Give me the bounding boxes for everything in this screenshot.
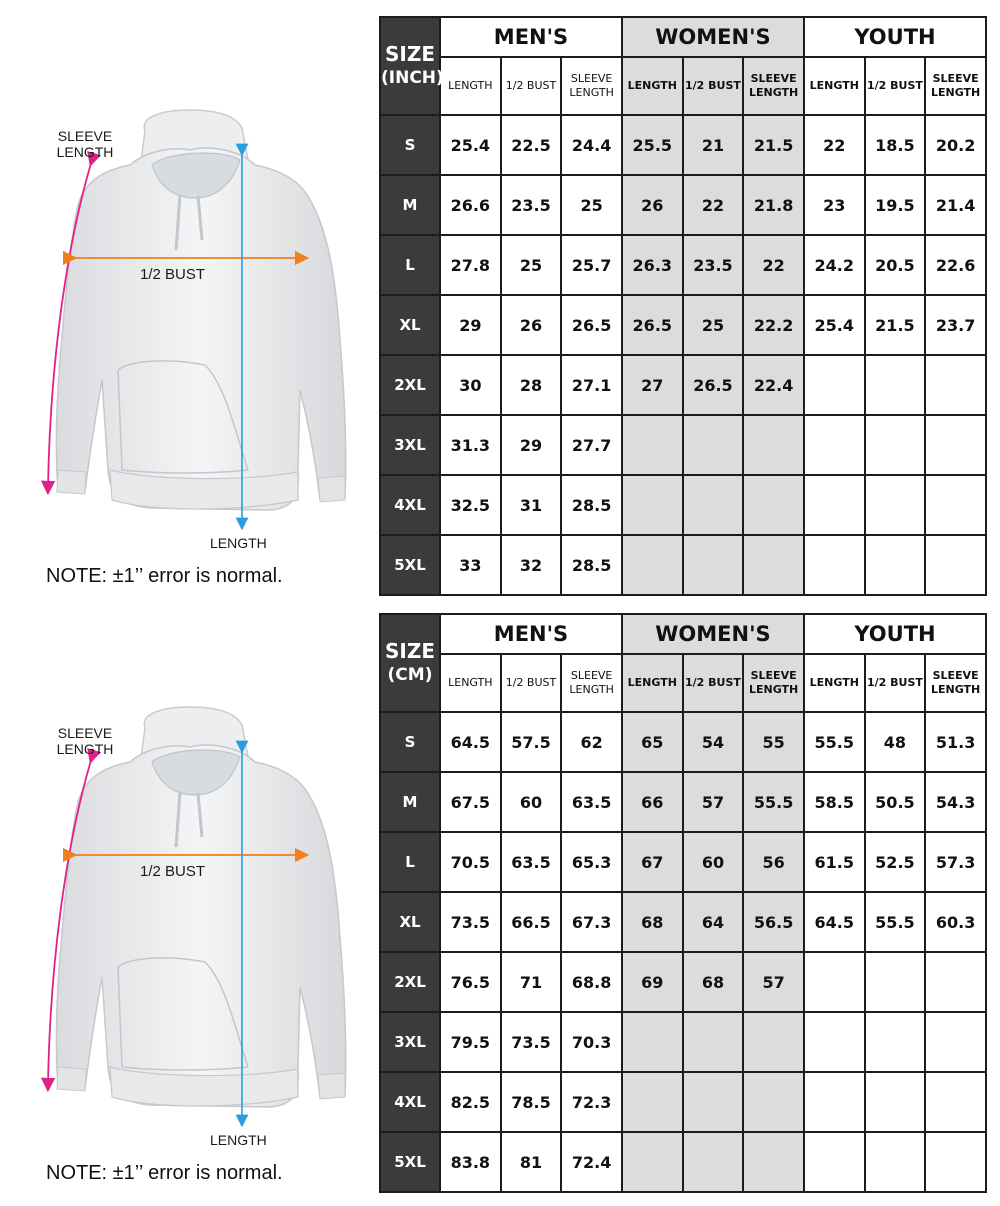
value-cell — [865, 952, 926, 1012]
value-cell: 24.2 — [804, 235, 865, 295]
value-cell: 33 — [440, 535, 501, 595]
value-cell — [865, 355, 926, 415]
value-cell: 51.3 — [925, 712, 986, 772]
group-header: YOUTH — [804, 17, 986, 57]
value-cell: 56.5 — [743, 892, 804, 952]
group-header: WOMEN'S — [622, 17, 804, 57]
value-cell: 22.5 — [501, 115, 562, 175]
value-cell — [925, 1012, 986, 1072]
value-cell: 65 — [622, 712, 683, 772]
sleeve-length-label: SLEEVE LENGTH — [56, 128, 114, 160]
value-cell — [743, 1072, 804, 1132]
value-cell: 83.8 — [440, 1132, 501, 1192]
value-cell — [865, 475, 926, 535]
value-cell — [683, 1072, 744, 1132]
value-cell — [683, 1132, 744, 1192]
column-header: 1/2 BUST — [683, 57, 744, 115]
table-row — [380, 832, 986, 892]
value-cell — [743, 415, 804, 475]
value-cell: 55.5 — [804, 712, 865, 772]
value-cell: 28 — [501, 355, 562, 415]
value-cell: 48 — [865, 712, 926, 772]
value-cell: 72.4 — [561, 1132, 622, 1192]
value-cell — [683, 475, 744, 535]
size-cell: 4XL — [380, 1072, 440, 1132]
value-cell: 25.7 — [561, 235, 622, 295]
value-cell — [804, 952, 865, 1012]
value-cell — [804, 475, 865, 535]
size-cell: L — [380, 832, 440, 892]
value-cell — [683, 415, 744, 475]
value-cell: 64.5 — [804, 892, 865, 952]
size-cell: 5XL — [380, 1132, 440, 1192]
value-cell: 25.5 — [622, 115, 683, 175]
value-cell: 20.2 — [925, 115, 986, 175]
value-cell — [925, 1072, 986, 1132]
value-cell: 26.6 — [440, 175, 501, 235]
value-cell — [804, 415, 865, 475]
value-cell: 57.5 — [501, 712, 562, 772]
sleeve-length-label: SLEEVE LENGTH — [56, 725, 114, 757]
table-row — [380, 415, 986, 475]
column-header: 1/2 BUST — [683, 654, 744, 712]
column-header: SLEEVE LENGTH — [743, 654, 804, 712]
value-cell: 23 — [804, 175, 865, 235]
value-cell — [622, 475, 683, 535]
value-cell: 50.5 — [865, 772, 926, 832]
value-cell: 64.5 — [440, 712, 501, 772]
value-cell: 24.4 — [561, 115, 622, 175]
value-cell: 63.5 — [561, 772, 622, 832]
group-header: YOUTH — [804, 614, 986, 654]
value-cell: 27.1 — [561, 355, 622, 415]
value-cell — [865, 1132, 926, 1192]
value-cell: 54 — [683, 712, 744, 772]
value-cell: 27.7 — [561, 415, 622, 475]
value-cell: 22 — [683, 175, 744, 235]
column-header: LENGTH — [440, 57, 501, 115]
value-cell — [865, 1072, 926, 1132]
value-cell: 60 — [683, 832, 744, 892]
column-header: LENGTH — [622, 57, 683, 115]
value-cell: 61.5 — [804, 832, 865, 892]
value-cell: 27 — [622, 355, 683, 415]
value-cell: 30 — [440, 355, 501, 415]
table-row — [380, 952, 986, 1012]
value-cell: 29 — [501, 415, 562, 475]
value-cell — [804, 535, 865, 595]
value-cell: 73.5 — [440, 892, 501, 952]
value-cell — [865, 1012, 926, 1072]
value-cell: 26 — [622, 175, 683, 235]
value-cell: 67 — [622, 832, 683, 892]
value-cell: 31 — [501, 475, 562, 535]
size-table-cm — [379, 613, 987, 1193]
length-label: LENGTH — [210, 1132, 267, 1148]
unit-label: (INCH) — [381, 68, 444, 88]
value-cell: 60.3 — [925, 892, 986, 952]
value-cell: 52.5 — [865, 832, 926, 892]
value-cell: 23.5 — [683, 235, 744, 295]
value-cell: 28.5 — [561, 475, 622, 535]
value-cell — [804, 1072, 865, 1132]
value-cell: 22.4 — [743, 355, 804, 415]
value-cell: 22.6 — [925, 235, 986, 295]
value-cell: 57 — [743, 952, 804, 1012]
value-cell — [865, 535, 926, 595]
value-cell: 65.3 — [561, 832, 622, 892]
size-cell: XL — [380, 295, 440, 355]
value-cell — [865, 415, 926, 475]
value-cell: 32.5 — [440, 475, 501, 535]
value-cell: 67.3 — [561, 892, 622, 952]
table-row — [380, 772, 986, 832]
error-note: NOTE: ±1’’ error is normal. — [46, 1162, 283, 1184]
column-header: SLEEVE LENGTH — [925, 654, 986, 712]
value-cell: 79.5 — [440, 1012, 501, 1072]
value-cell — [622, 535, 683, 595]
value-cell — [804, 1012, 865, 1072]
table-row — [380, 475, 986, 535]
value-cell: 71 — [501, 952, 562, 1012]
size-label: SIZE — [384, 639, 435, 663]
value-cell: 18.5 — [865, 115, 926, 175]
value-cell: 26.5 — [683, 355, 744, 415]
column-header: SLEEVE LENGTH — [561, 654, 622, 712]
value-cell: 55.5 — [865, 892, 926, 952]
size-cell: S — [380, 712, 440, 772]
value-cell: 21.5 — [865, 295, 926, 355]
value-cell: 70.3 — [561, 1012, 622, 1072]
value-cell — [925, 355, 986, 415]
value-cell: 64 — [683, 892, 744, 952]
size-cell: 3XL — [380, 415, 440, 475]
value-cell — [683, 1012, 744, 1072]
table-row — [380, 1132, 986, 1192]
value-cell: 21.5 — [743, 115, 804, 175]
column-header: 1/2 BUST — [501, 654, 562, 712]
value-cell — [743, 475, 804, 535]
size-cell: M — [380, 175, 440, 235]
value-cell: 55 — [743, 712, 804, 772]
table-row — [380, 1072, 986, 1132]
value-cell: 70.5 — [440, 832, 501, 892]
value-cell — [622, 415, 683, 475]
column-header: 1/2 BUST — [501, 57, 562, 115]
value-cell: 78.5 — [501, 1072, 562, 1132]
column-header: SLEEVE LENGTH — [925, 57, 986, 115]
value-cell: 26.5 — [622, 295, 683, 355]
value-cell: 72.3 — [561, 1072, 622, 1132]
value-cell: 25 — [501, 235, 562, 295]
size-label: SIZE — [384, 42, 435, 66]
value-cell: 55.5 — [743, 772, 804, 832]
value-cell: 68.8 — [561, 952, 622, 1012]
value-cell: 21.8 — [743, 175, 804, 235]
value-cell — [804, 355, 865, 415]
value-cell: 60 — [501, 772, 562, 832]
size-cell: 2XL — [380, 355, 440, 415]
value-cell: 76.5 — [440, 952, 501, 1012]
value-cell: 68 — [683, 952, 744, 1012]
value-cell: 27.8 — [440, 235, 501, 295]
value-cell: 31.3 — [440, 415, 501, 475]
value-cell: 82.5 — [440, 1072, 501, 1132]
value-cell — [622, 1132, 683, 1192]
size-cell: 4XL — [380, 475, 440, 535]
value-cell: 20.5 — [865, 235, 926, 295]
value-cell — [925, 1132, 986, 1192]
column-header: LENGTH — [440, 654, 501, 712]
value-cell: 25 — [683, 295, 744, 355]
value-cell: 25.4 — [440, 115, 501, 175]
table-row — [380, 712, 986, 772]
measurement-figure — [10, 0, 375, 595]
value-cell: 19.5 — [865, 175, 926, 235]
value-cell — [743, 535, 804, 595]
bust-label: 1/2 BUST — [140, 863, 206, 880]
table-row — [380, 235, 986, 295]
value-cell: 21 — [683, 115, 744, 175]
length-label: LENGTH — [210, 535, 267, 551]
size-cell: 5XL — [380, 535, 440, 595]
table-row — [380, 892, 986, 952]
value-cell: 73.5 — [501, 1012, 562, 1072]
size-cell: M — [380, 772, 440, 832]
value-cell: 22 — [743, 235, 804, 295]
table-row — [380, 355, 986, 415]
table-row — [380, 535, 986, 595]
size-header — [380, 614, 440, 712]
size-cell: XL — [380, 892, 440, 952]
column-header: SLEEVE LENGTH — [561, 57, 622, 115]
size-cell: S — [380, 115, 440, 175]
cm-size-panel — [0, 597, 1000, 1192]
value-cell: 28.5 — [561, 535, 622, 595]
value-cell — [804, 1132, 865, 1192]
size-cell: L — [380, 235, 440, 295]
value-cell: 23.5 — [501, 175, 562, 235]
value-cell — [925, 952, 986, 1012]
value-cell: 81 — [501, 1132, 562, 1192]
value-cell — [925, 415, 986, 475]
value-cell: 62 — [561, 712, 622, 772]
value-cell — [925, 475, 986, 535]
value-cell: 25.4 — [804, 295, 865, 355]
value-cell: 21.4 — [925, 175, 986, 235]
value-cell: 22.2 — [743, 295, 804, 355]
table-row — [380, 115, 986, 175]
value-cell — [622, 1012, 683, 1072]
value-cell: 23.7 — [925, 295, 986, 355]
column-header: 1/2 BUST — [865, 654, 926, 712]
value-cell: 57 — [683, 772, 744, 832]
table-row — [380, 1012, 986, 1072]
value-cell — [925, 535, 986, 595]
column-header: SLEEVE LENGTH — [743, 57, 804, 115]
value-cell: 25 — [561, 175, 622, 235]
group-header: MEN'S — [440, 17, 622, 57]
value-cell: 67.5 — [440, 772, 501, 832]
value-cell — [743, 1012, 804, 1072]
error-note: NOTE: ±1’’ error is normal. — [46, 565, 283, 587]
column-header: LENGTH — [622, 654, 683, 712]
value-cell — [743, 1132, 804, 1192]
group-header: MEN'S — [440, 614, 622, 654]
measurement-figure — [10, 597, 375, 1192]
value-cell — [683, 535, 744, 595]
value-cell — [622, 1072, 683, 1132]
value-cell: 26 — [501, 295, 562, 355]
table-row — [380, 295, 986, 355]
value-cell: 29 — [440, 295, 501, 355]
value-cell: 68 — [622, 892, 683, 952]
value-cell: 32 — [501, 535, 562, 595]
size-header — [380, 17, 444, 115]
column-header: 1/2 BUST — [865, 57, 926, 115]
value-cell: 26.3 — [622, 235, 683, 295]
value-cell: 56 — [743, 832, 804, 892]
bust-label: 1/2 BUST — [140, 266, 206, 283]
unit-label: (CM) — [387, 665, 433, 685]
table-row — [380, 175, 986, 235]
size-cell: 2XL — [380, 952, 440, 1012]
value-cell: 57.3 — [925, 832, 986, 892]
value-cell: 22 — [804, 115, 865, 175]
value-cell: 58.5 — [804, 772, 865, 832]
size-cell: 3XL — [380, 1012, 440, 1072]
value-cell: 26.5 — [561, 295, 622, 355]
value-cell: 54.3 — [925, 772, 986, 832]
inch-size-panel — [0, 0, 1000, 595]
value-cell: 66 — [622, 772, 683, 832]
column-header: LENGTH — [804, 57, 865, 115]
group-header: WOMEN'S — [622, 614, 804, 654]
value-cell: 63.5 — [501, 832, 562, 892]
column-header: LENGTH — [804, 654, 865, 712]
value-cell: 66.5 — [501, 892, 562, 952]
size-table-inch — [379, 16, 987, 596]
value-cell: 69 — [622, 952, 683, 1012]
